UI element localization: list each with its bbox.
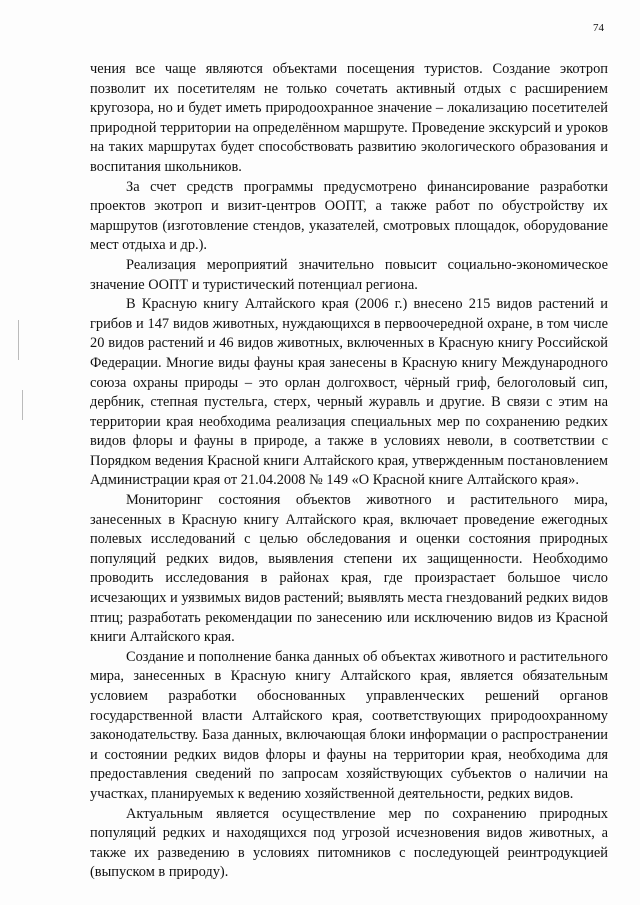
body-text (90, 60, 608, 883)
paragraph: Мониторинг состояния объектов животного и растительного мира, занесенных в Красную книгу Алтайского края, включает проведение ежегодных полевых исследований с целью обследования и оценки состояния природных популяций редких видов, выявления степени их защищенности. Необходимо проводить исследования в районах края, где произрастает большое число исчезающих и уязвимых видов растений; выявлять места гнездований редких видов птиц; разработать рекомендации по занесению или исключению видов из Красной книги Алтайского края. (90, 492, 608, 646)
paragraph: Реализация мероприятий значительно повысит социально-экономическое значение ООПТ и туристический потенциал региона. (90, 256, 608, 293)
scan-artifact-line (22, 390, 23, 420)
paragraph: За счет средств программы предусмотрено финансирование разработки проектов экотроп и визит-центров ООПТ, а также работ по обустройству их маршрутов (изготовление стендов, указателей, смотровых площадок, оборудование мест отдыха и др.). (90, 178, 608, 254)
scan-artifact-line (18, 320, 19, 360)
paragraph: чения все чаще являются объектами посещения туристов. Создание экотроп позволит их посетителям не только сочетать активный отдых с расширением кругозора, но и будет иметь природоохранное значение – локализацию посетителей природной территории на определённом маршруте. Проведение экскурсий и уроков на таких маршрутах будет способствовать развитию экологического образования и воспитания школьников. (90, 61, 608, 175)
page-number: 74 (593, 22, 604, 34)
paragraph: В Красную книгу Алтайского края (2006 г.) внесено 215 видов растений и грибов и 147 видов животных, нуждающихся в первоочередной охране, в том числе 20 видов растений и 46 видов животных, включенных в Красную книгу Российской Федерации. Многие виды фауны края занесены в Красную книгу Международного союза охраны природы – это орлан долгохвост, чёрный гриф, белоголовый сип, дербник, степная пустельга, стерх, черный журавль и другие. В связи с этим на территории края необходима реализация специальных мер по сохранению редких видов флоры и фауны в природе, а также в условиях неволи, в соответствии с Порядком ведения Красной книги Алтайского края, утвержденным постановлением Администрации края от 21.04.2008 № 149 «О Красной книге Алтайского края». (90, 296, 608, 489)
paragraph: Создание и пополнение банка данных об объектах животного и растительного мира, занесенных в Красную книгу Алтайского края, является обязательным условием разработки обоснованных управленческих решений органов государственной власти Алтайского края, соответствующих природоохранному законодательству. База данных, включающая блоки информации о распространении и состоянии редких видов флоры и фауны на территории края, необходима для предоставления сведений по запросам хозяйствующих субъектов о наличии на участках, планируемых к ведению хозяйственной деятельности, редких видов. (90, 648, 608, 802)
paragraph: Актуальным является осуществление мер по сохранению природных популяций редких и находящихся под угрозой исчезновения видов животных, а также их разведению в условиях питомников с последующей реинтродукцией (выпуском в природу). (90, 805, 608, 881)
